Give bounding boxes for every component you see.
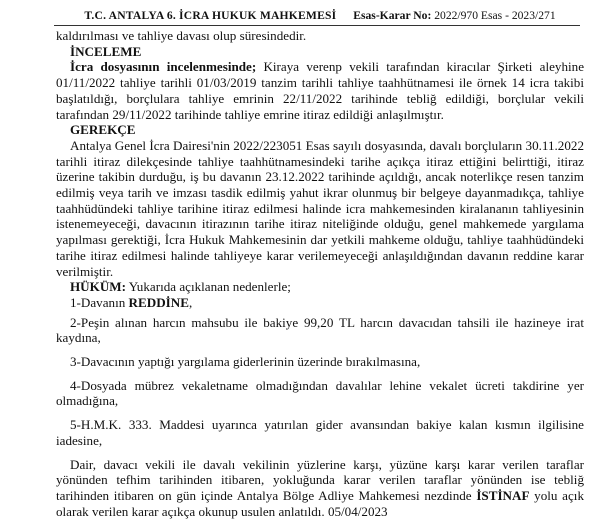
page-header [56, 8, 584, 28]
hukum-item-1-suffix: , [188, 294, 193, 310]
hukum-item-3: 3-Davacının yaptığı yargılama giderlerinin üzerinde bırakılmasına, [70, 354, 421, 370]
hukum-item-1-prefix: 1-Davanın [70, 294, 129, 310]
court-name: T.C. ANTALYA 6. İCRA HUKUK MAHKEMESİ [84, 9, 337, 22]
hukum-item-1-bold: REDDİNE [128, 294, 189, 310]
document-page [56, 8, 584, 519]
hukum-lead: Yukarıda açıklanan nedenlerle; [126, 279, 291, 295]
inceleme-text [56, 59, 584, 122]
esas-karar-number: 2022/970 Esas - 2023/271 [434, 9, 556, 22]
hukum-line [56, 279, 584, 295]
gerekce-heading: GEREKÇE [70, 122, 136, 138]
final-text [56, 457, 584, 519]
header-rule [54, 25, 580, 26]
intro-text: kaldırılması ve tahliye davası olup süresindedir. [56, 28, 307, 43]
inceleme-heading: İNCELEME [70, 43, 142, 59]
hukum-item-4: 4-Dosyada mübrez vekaletname olmadığından davalılar lehine vekalet ücreti takdirine yer olmadığına, [56, 377, 584, 409]
hukum-heading: HÜKÜM: [70, 279, 127, 295]
hukum-item-2: 2-Peşin alınan harcın mahsubu ile bakiye 99,20 TL harcın davacıdan tahsili ile hazineye irat kaydına, [56, 314, 584, 346]
inceleme-body: Kiraya verenp vekili tarafından kiracılar Şirketi aleyhine 01/11/2022 tahliye tarihli 01/03/2019 tanzim tarihli tahliye taahhütnamesi ile örnek 14 icra takibi başlatıldığı, borçlulara tahliye emrinin 22/11/2022 tarihinde tebliğ edildiği, borçlular vekili tarafından 29/11/2022 tarihinde tahliye emrine itiraz edildiği anlaşılmıştır. [56, 59, 585, 122]
gerekce-text: Antalya Genel İcra Dairesi'nin 2022/223051 Esas sayılı dosyasında, davalı borçluların 30.11.2022 tarihli itiraz dilekçesinde tahliye taahhütnamesindeki tarihe açıkça itiraz ettiğini belirttiği, itiraz üzerine takibin durduğu, iş bu davanın 23.12.2022 tarihinde açıldığı, ancak noterlikçe resen tanzim edilmiş veya tarih ve imzası tasdik edilmiş yahut ikrar olunmuş bir belgeye dayanmadıkça, tahliye taahhüdündeki tahliye tarihine itiraz edilmesi halinde icra mahkemesinden kiralananın tahliyesinin istenemeyeceği, davacının itirazının tarihe itiraz niteliğinde olduğu, genel mahkemede yargılama yapılması gerektiği, İcra Hukuk Mahkemesinin dar yetkili mahkeme olduğu, tahliye taahhüdündeki tarihe itiraz edilmesi halinde tahliyeye karar verilemeyeceği anlaşıldığından davanın reddine karar verilmiştir. [56, 137, 584, 279]
esas-karar-label: Esas-Karar No: [353, 9, 432, 22]
istinaf-bold: İSTİNAF [476, 487, 530, 503]
final-text-prefix: Dair, davacı vekili ile davalı vekilinin yüzlerine karşı, yüzüne karşı karar verilen taraflar yönünden tefhim tarihinden itibaren, yokluğunda karar verilen taraflar yönünden ise tebliğ tarihinden itibaren on gün içinde Antalya Bölge Adliye Mahkemesi nezdinde [56, 456, 584, 503]
final-text-suffix: yolu açık olarak verilen karar açıkça okunup usulen anlatıldı. 05/04/2023 [56, 487, 584, 519]
hukum-item-5: 5-H.M.K. 333. Maddesi uyarınca yatırılan gider avansından bakiye kalan kısmın ilgilisine iadesine, [56, 417, 584, 448]
hukum-item-1 [56, 295, 584, 311]
inceleme-bold-lead: İcra dosyasının incelenmesinde; [70, 59, 257, 75]
